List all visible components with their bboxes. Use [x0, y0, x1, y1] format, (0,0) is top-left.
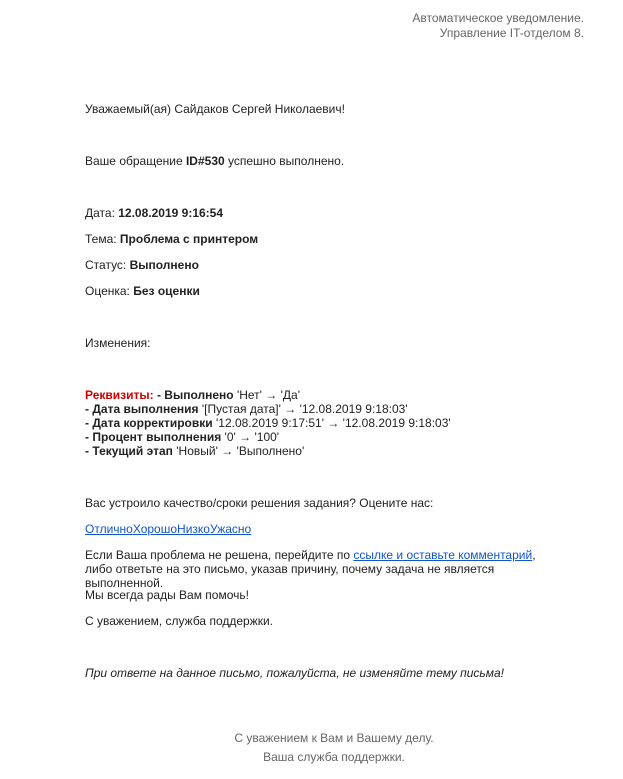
unresolved-text-after: , либо ответьте на это письмо, указав причину, почему задача не является выполненной. — [85, 548, 536, 590]
change-item — [85, 430, 451, 444]
reply-note: При ответе на данное письмо, пожалуйста, не изменяйте тему письма! — [85, 666, 504, 680]
field-date-value: 12.08.2019 9:16:54 — [118, 206, 224, 220]
field-status-value: Выполнено — [129, 258, 199, 272]
field-rating-value: Без оценки — [133, 284, 200, 298]
change-item-prefix: - — [85, 416, 93, 430]
field-date-label: Дата: — [85, 206, 119, 220]
rating-link-terrible[interactable]: Ужасно — [209, 522, 252, 536]
change-item — [85, 402, 451, 416]
change-item-prefix: - — [85, 430, 93, 444]
field-rating-label: Оценка: — [85, 284, 134, 298]
status-message — [85, 154, 344, 168]
change-item — [85, 416, 451, 430]
change-item — [85, 444, 451, 458]
changes-section-label: Реквизиты: — [85, 388, 154, 402]
change-item-name: Выполнено — [164, 388, 234, 402]
header-line-2: Управление IT-отделом 8. — [439, 26, 584, 40]
field-date — [85, 206, 223, 220]
change-item-name: Дата выполнения — [92, 402, 199, 416]
change-item-change: '0' → '100' — [221, 430, 280, 444]
rating-links — [85, 522, 251, 536]
rating-link-low[interactable]: Низко — [177, 522, 210, 536]
rating-prompt: Вас устроило качество/сроки решения задания? Оцените нас: — [85, 496, 434, 510]
status-message-suffix: успешно выполнено. — [224, 154, 345, 168]
change-item-prefix: - — [85, 444, 93, 458]
changes-label: Изменения: — [85, 336, 151, 350]
footer — [0, 729, 623, 767]
status-message-prefix: Ваше обращение — [85, 154, 186, 168]
change-item-change: '12.08.2019 9:17:51' → '12.08.2019 9:18:03' — [212, 416, 451, 430]
field-status-label: Статус: — [85, 258, 130, 272]
field-topic-label: Тема: — [85, 232, 120, 246]
comment-link[interactable]: ссылке и оставьте комментарий — [353, 548, 533, 562]
rating-link-excellent[interactable]: Отлично — [85, 522, 133, 536]
unresolved-text-before: Если Ваша проблема не решена, перейдите по — [85, 548, 354, 562]
header-line-1: Автоматическое уведомление. — [412, 11, 584, 25]
greeting: Уважаемый(ая) Сайдаков Сергей Николаевич! — [85, 102, 345, 116]
field-topic-value: Проблема с принтером — [119, 232, 259, 246]
change-item-prefix: - — [153, 388, 165, 402]
change-item-change: 'Новый' → 'Выполнено' — [172, 444, 305, 458]
change-item-change: 'Нет' → 'Да' — [233, 388, 301, 402]
change-item-name: Текущий этап — [92, 444, 173, 458]
field-status — [85, 258, 199, 272]
regards: С уважением, служба поддержки. — [85, 614, 274, 628]
footer-line-2: Ваша служба поддержки. — [263, 750, 405, 764]
change-item-name: Процент выполнения — [92, 430, 222, 444]
footer-line-1: С уважением к Вам и Вашему делу. — [234, 731, 434, 745]
field-topic — [85, 232, 258, 246]
field-rating — [85, 284, 200, 298]
change-item — [85, 388, 451, 402]
change-item-change: '[Пустая дата]' → '12.08.2019 9:18:03' — [198, 402, 408, 416]
change-item-prefix: - — [85, 402, 93, 416]
auto-notification-header — [412, 11, 584, 41]
unresolved-paragraph — [85, 548, 555, 590]
ticket-id: ID#530 — [185, 154, 225, 168]
changes-list — [85, 388, 451, 458]
rating-link-good[interactable]: Хорошо — [132, 522, 178, 536]
glad-to-help: Мы всегда рады Вам помочь! — [85, 588, 249, 602]
change-item-name: Дата корректировки — [92, 416, 213, 430]
